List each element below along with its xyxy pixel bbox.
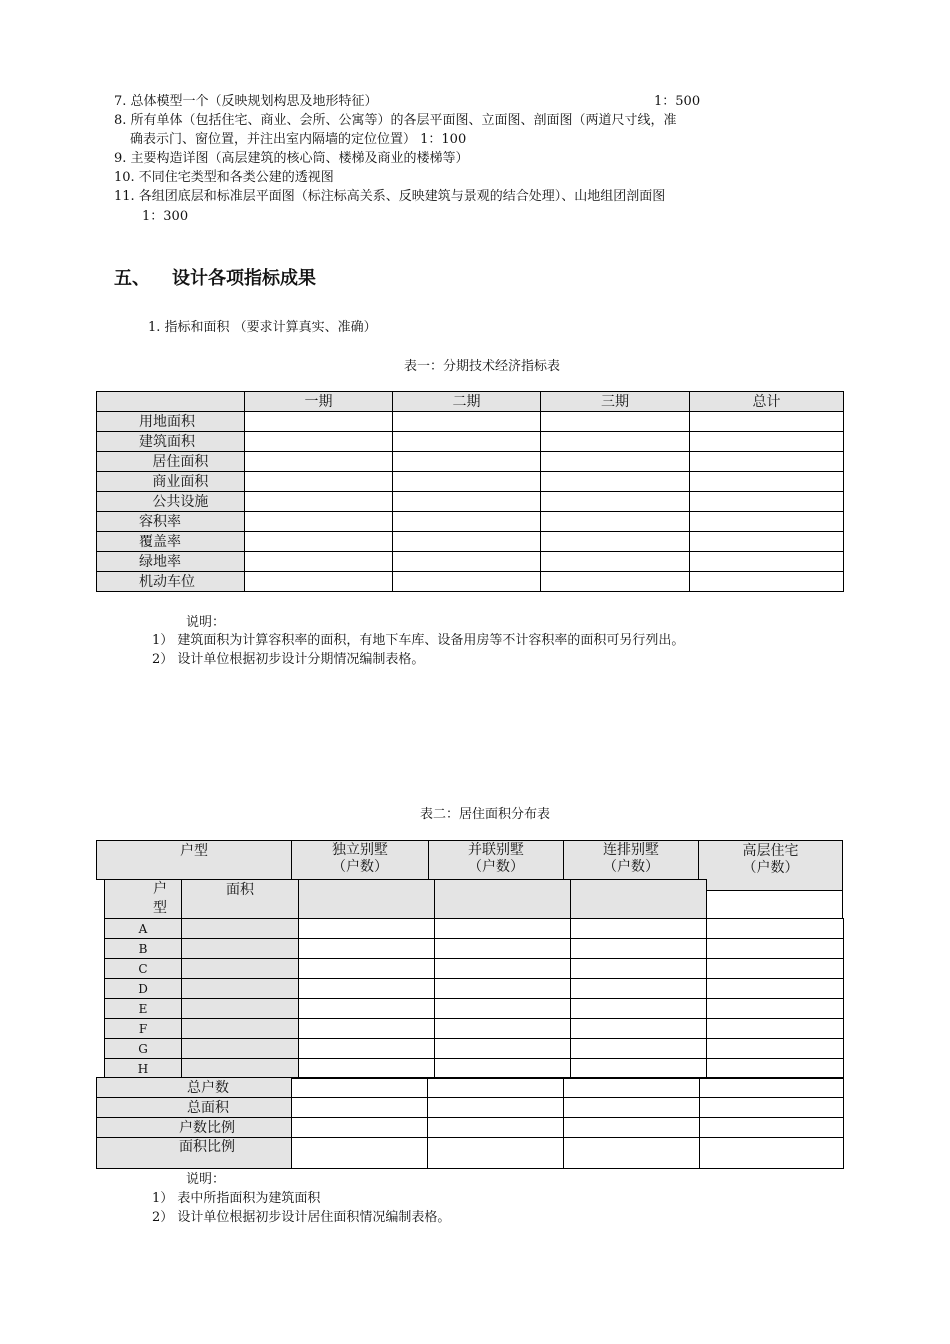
table-row — [97, 552, 844, 572]
type-label: D — [105, 979, 182, 999]
table1-header-3: 三期 — [541, 392, 690, 412]
table2-sub-type: 户型 — [104, 879, 182, 919]
table-row — [97, 412, 844, 432]
section-title: 设计各项指标成果 — [172, 268, 316, 289]
table-row — [105, 1039, 844, 1059]
row-label: 商业面积 — [97, 472, 245, 492]
total-label: 总户数 — [97, 1078, 292, 1098]
type-label: E — [105, 999, 182, 1019]
notes1-label: 说明： — [186, 615, 226, 630]
list-item-8: 8. 所有单体（包括住宅、商业、会所、公寓等）的各层平面图、立面图、剖面图（两道尺寸线，准 — [114, 113, 677, 128]
list-item-8-cont: 确表示门、窗位置，并注出室内隔墙的定位位置） 1：100 — [130, 132, 467, 147]
notes2-item-1: 1） 表中所指面积为建筑面积 — [152, 1191, 321, 1206]
total-label: 面积比例 — [97, 1138, 292, 1169]
list-item-7-scale: 1：500 — [654, 94, 701, 109]
section-heading — [114, 264, 316, 290]
notes1-item-1: 1） 建筑面积为计算容积率的面积，有地下车库、设备用房等不计容积率的面积可另行列出。 — [152, 633, 685, 648]
list-item-11-scale: 1：300 — [142, 209, 189, 224]
list-item-10: 10. 不同住宅类型和各类公建的透视图 — [114, 170, 334, 185]
table2-type-header: 户型 — [96, 840, 292, 880]
table-row — [97, 512, 844, 532]
notes2-label: 说明： — [186, 1172, 226, 1187]
row-label: 容积率 — [97, 512, 245, 532]
table-row — [97, 572, 844, 592]
table2-total-rows — [96, 1077, 844, 1169]
table1-header-2: 二期 — [393, 392, 541, 412]
total-label: 总面积 — [97, 1098, 292, 1118]
total-label: 户数比例 — [97, 1118, 292, 1138]
table2-type-rows — [104, 918, 844, 1079]
type-label: G — [105, 1039, 182, 1059]
row-label: 公共设施 — [97, 492, 245, 512]
type-label: F — [105, 1019, 182, 1039]
row-label: 居住面积 — [97, 452, 245, 472]
row-label: 用地面积 — [97, 412, 245, 432]
table-row — [97, 1078, 844, 1098]
type-label: B — [105, 939, 182, 959]
table1-header-1: 一期 — [245, 392, 393, 412]
table1-header-4: 总计 — [690, 392, 844, 412]
table-row — [105, 979, 844, 999]
table2-sub-area: 面积 — [181, 879, 299, 919]
table2-caption: 表二：居住面积分布表 — [420, 807, 551, 822]
list-item-7: 7. 总体模型一个（反映规划构思及地形特征） — [114, 94, 378, 109]
table2-col-3: 连排别墅 （户数） — [563, 840, 699, 880]
notes2-item-2: 2） 设计单位根据初步设计居住面积情况编制表格。 — [152, 1210, 451, 1225]
table2-col-4: 高层住宅 （户数） — [698, 840, 843, 891]
type-label: A — [105, 919, 182, 939]
row-label: 建筑面积 — [97, 432, 245, 452]
section-number: 五、 — [114, 268, 150, 289]
type-label: C — [105, 959, 182, 979]
table2-col-2: 并联别墅 （户数） — [428, 840, 564, 880]
table-row — [97, 452, 844, 472]
table-row — [97, 432, 844, 452]
table-row — [97, 492, 844, 512]
table1 — [96, 391, 844, 592]
table2-col-1: 独立别墅 （户数） — [291, 840, 429, 880]
list-item-11: 11. 各组团底层和标准层平面图（标注标高关系、反映建筑与景观的结合处理）、山地组团剖面图 — [114, 189, 666, 204]
notes1-item-2: 2） 设计单位根据初步设计分期情况编制表格。 — [152, 652, 425, 667]
table-row — [97, 472, 844, 492]
table-row — [105, 919, 844, 939]
row-label: 覆盖率 — [97, 532, 245, 552]
table-row — [105, 1059, 844, 1079]
table-row — [97, 1138, 844, 1169]
list-item-9: 9. 主要构造详图（高层建筑的核心筒、楼梯及商业的楼梯等） — [114, 151, 469, 166]
table-row — [97, 532, 844, 552]
table-row — [105, 959, 844, 979]
type-label: H — [105, 1059, 182, 1079]
row-label: 绿地率 — [97, 552, 245, 572]
table1-caption: 表一：分期技术经济指标表 — [404, 359, 561, 374]
subsection-title: 1. 指标和面积 （要求计算真实、准确） — [148, 320, 377, 335]
table-row — [105, 1019, 844, 1039]
row-label: 机动车位 — [97, 572, 245, 592]
table1-corner — [97, 392, 245, 412]
table-row — [105, 999, 844, 1019]
table-row — [97, 1118, 844, 1138]
table-row — [97, 1098, 844, 1118]
table-row — [105, 939, 844, 959]
